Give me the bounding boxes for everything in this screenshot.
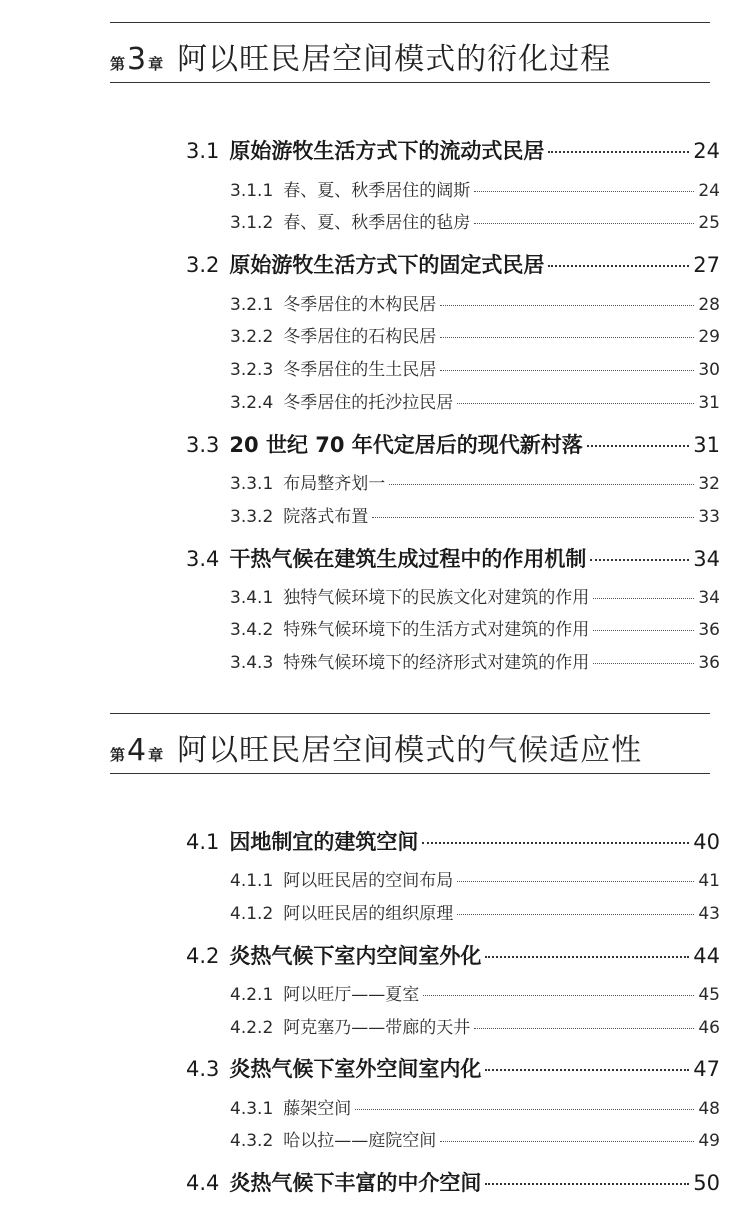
dot-leader xyxy=(355,1109,694,1110)
dot-leader xyxy=(593,663,694,664)
toc-section-4-3[interactable] xyxy=(186,1053,720,1083)
dot-leader xyxy=(440,337,694,338)
page-number: 27 xyxy=(693,253,720,277)
dot-leader xyxy=(593,630,694,631)
dot-leader xyxy=(590,559,689,561)
toc-subsection-3-3-1[interactable] xyxy=(230,469,720,494)
chapter-number: 3 xyxy=(127,42,147,77)
toc-subsection-4-3-2[interactable] xyxy=(230,1126,720,1151)
toc-subsection-3-4-1[interactable] xyxy=(230,583,720,608)
subsection-number: 3.4.1 xyxy=(230,588,274,608)
subsection-number: 4.2.1 xyxy=(230,985,274,1005)
toc-subsection-4-3-1[interactable] xyxy=(230,1094,720,1119)
section-number: 4.4 xyxy=(186,1171,220,1195)
toc-section-3-2[interactable] xyxy=(186,249,720,279)
page-number: 40 xyxy=(693,830,720,854)
toc-subsection-3-1-1[interactable] xyxy=(230,176,720,201)
section-title: 原始游牧生活方式下的固定式民居 xyxy=(229,253,545,277)
subsection-title: 阿克塞乃——带廊的天井 xyxy=(283,1018,471,1038)
toc-subsection-3-4-3[interactable] xyxy=(230,648,720,673)
subsection-title: 阿以旺厅——夏室 xyxy=(283,985,420,1005)
subsection-title: 院落式布置 xyxy=(283,507,369,527)
dot-leader xyxy=(389,484,694,485)
subsection-number: 3.1.1 xyxy=(230,181,274,201)
page-number: 31 xyxy=(698,393,720,413)
subsection-number: 4.3.2 xyxy=(230,1131,274,1151)
subsection-number: 3.2.3 xyxy=(230,360,274,380)
page-number: 45 xyxy=(698,985,720,1005)
toc-section-4-1[interactable] xyxy=(186,826,720,856)
subsection-number: 4.1.2 xyxy=(230,904,274,924)
page-number: 29 xyxy=(698,327,720,347)
chapter3-top-rule xyxy=(110,22,710,23)
page-number: 41 xyxy=(698,871,720,891)
chapter4-heading xyxy=(110,725,642,769)
page-number: 49 xyxy=(698,1131,720,1151)
dot-leader xyxy=(587,445,689,447)
chapter4-bottom-rule xyxy=(110,773,710,774)
chapter-prefix: 第 xyxy=(110,55,126,73)
toc-subsection-4-1-2[interactable] xyxy=(230,899,720,924)
subsection-number: 3.2.2 xyxy=(230,327,274,347)
dot-leader xyxy=(485,956,689,958)
page-number: 32 xyxy=(698,474,720,494)
toc-section-3-4[interactable] xyxy=(186,543,720,573)
page-number: 28 xyxy=(698,295,720,315)
subsection-number: 4.1.1 xyxy=(230,871,274,891)
page-number: 43 xyxy=(698,904,720,924)
section-number: 4.2 xyxy=(186,944,220,968)
toc-subsection-3-4-2[interactable] xyxy=(230,615,720,640)
section-title: 炎热气候下室外空间室内化 xyxy=(229,1057,482,1081)
toc-subsection-4-1-1[interactable] xyxy=(230,866,720,891)
subsection-title: 阿以旺民居的组织原理 xyxy=(283,904,454,924)
dot-leader xyxy=(457,881,694,882)
subsection-number: 3.1.2 xyxy=(230,213,274,233)
subsection-title: 独特气候环境下的民族文化对建筑的作用 xyxy=(283,588,590,608)
chapter-suffix: 章 xyxy=(148,746,164,764)
toc-subsection-3-3-2[interactable] xyxy=(230,502,720,527)
section-title: 20 世纪 70 年代定居后的现代新村落 xyxy=(229,433,583,457)
dot-leader xyxy=(474,191,694,192)
subsection-title: 冬季居住的生土民居 xyxy=(283,360,437,380)
page-number: 25 xyxy=(698,213,720,233)
page-number: 33 xyxy=(698,507,720,527)
chapter3-bottom-rule xyxy=(110,82,710,83)
page-number: 24 xyxy=(698,181,720,201)
page-number: 44 xyxy=(693,944,720,968)
toc-section-4-4[interactable] xyxy=(186,1167,720,1197)
subsection-title: 冬季居住的托沙拉民居 xyxy=(283,393,454,413)
subsection-number: 3.2.1 xyxy=(230,295,274,315)
subsection-title: 藤架空间 xyxy=(283,1099,352,1119)
section-number: 4.3 xyxy=(186,1057,220,1081)
subsection-number: 3.2.4 xyxy=(230,393,274,413)
subsection-title: 特殊气候环境下的经济形式对建筑的作用 xyxy=(283,653,590,673)
page-number: 48 xyxy=(698,1099,720,1119)
chapter-title: 阿以旺民居空间模式的气候适应性 xyxy=(177,733,643,768)
page-number: 31 xyxy=(693,433,720,457)
page-number: 36 xyxy=(698,620,720,640)
subsection-number: 4.3.1 xyxy=(230,1099,274,1119)
dot-leader xyxy=(485,1183,689,1185)
subsection-title: 冬季居住的石构民居 xyxy=(283,327,437,347)
dot-leader xyxy=(440,305,694,306)
chapter-prefix: 第 xyxy=(110,746,126,764)
subsection-number: 3.3.1 xyxy=(230,474,274,494)
dot-leader xyxy=(548,151,689,153)
dot-leader xyxy=(474,1028,694,1029)
toc-section-3-1[interactable] xyxy=(186,135,720,165)
toc-subsection-3-2-4[interactable] xyxy=(230,388,720,413)
toc-subsection-3-1-2[interactable] xyxy=(230,208,720,233)
subsection-title: 哈以拉——庭院空间 xyxy=(283,1131,437,1151)
page-number: 24 xyxy=(693,139,720,163)
dot-leader xyxy=(422,842,689,844)
section-number: 3.3 xyxy=(186,433,220,457)
section-title: 炎热气候下丰富的中介空间 xyxy=(229,1171,482,1195)
dot-leader xyxy=(593,598,694,599)
section-title: 炎热气候下室内空间室外化 xyxy=(229,944,482,968)
page-number: 30 xyxy=(698,360,720,380)
chapter4-top-rule xyxy=(110,713,710,714)
toc-section-3-3[interactable] xyxy=(186,429,720,459)
section-title: 干热气候在建筑生成过程中的作用机制 xyxy=(229,547,587,571)
toc-subsection-3-2-2[interactable] xyxy=(230,322,720,347)
chapter-suffix: 章 xyxy=(148,55,164,73)
subsection-number: 3.3.2 xyxy=(230,507,274,527)
section-number: 4.1 xyxy=(186,830,220,854)
section-title: 因地制宜的建筑空间 xyxy=(229,830,419,854)
dot-leader xyxy=(457,914,694,915)
dot-leader xyxy=(440,1141,694,1142)
subsection-title: 阿以旺民居的空间布局 xyxy=(283,871,454,891)
chapter-number: 4 xyxy=(127,733,147,768)
toc-subsection-4-2-2[interactable] xyxy=(230,1013,720,1038)
subsection-title: 春、夏、秋季居住的毡房 xyxy=(283,213,471,233)
page-number: 34 xyxy=(698,588,720,608)
toc-subsection-3-2-3[interactable] xyxy=(230,355,720,380)
subsection-number: 4.2.2 xyxy=(230,1018,274,1038)
section-number: 3.4 xyxy=(186,547,220,571)
subsection-title: 冬季居住的木构民居 xyxy=(283,295,437,315)
chapter-title: 阿以旺民居空间模式的衍化过程 xyxy=(177,42,612,77)
page-number: 36 xyxy=(698,653,720,673)
toc-section-4-2[interactable] xyxy=(186,940,720,970)
page-number: 47 xyxy=(693,1057,720,1081)
dot-leader xyxy=(548,265,689,267)
subsection-number: 3.4.3 xyxy=(230,653,274,673)
page-number: 50 xyxy=(693,1171,720,1195)
section-number: 3.1 xyxy=(186,139,220,163)
dot-leader xyxy=(457,403,694,404)
dot-leader xyxy=(485,1069,689,1071)
subsection-title: 春、夏、秋季居住的阔斯 xyxy=(283,181,471,201)
section-number: 3.2 xyxy=(186,253,220,277)
section-title: 原始游牧生活方式下的流动式民居 xyxy=(229,139,545,163)
dot-leader xyxy=(474,223,694,224)
dot-leader xyxy=(423,995,694,996)
subsection-title: 特殊气候环境下的生活方式对建筑的作用 xyxy=(283,620,590,640)
toc-subsection-4-2-1[interactable] xyxy=(230,980,720,1005)
subsection-number: 3.4.2 xyxy=(230,620,274,640)
dot-leader xyxy=(440,370,694,371)
toc-subsection-3-2-1[interactable] xyxy=(230,290,720,315)
page-number: 46 xyxy=(698,1018,720,1038)
dot-leader xyxy=(372,517,694,518)
page-number: 34 xyxy=(693,547,720,571)
chapter3-heading xyxy=(110,34,611,78)
subsection-title: 布局整齐划一 xyxy=(283,474,386,494)
